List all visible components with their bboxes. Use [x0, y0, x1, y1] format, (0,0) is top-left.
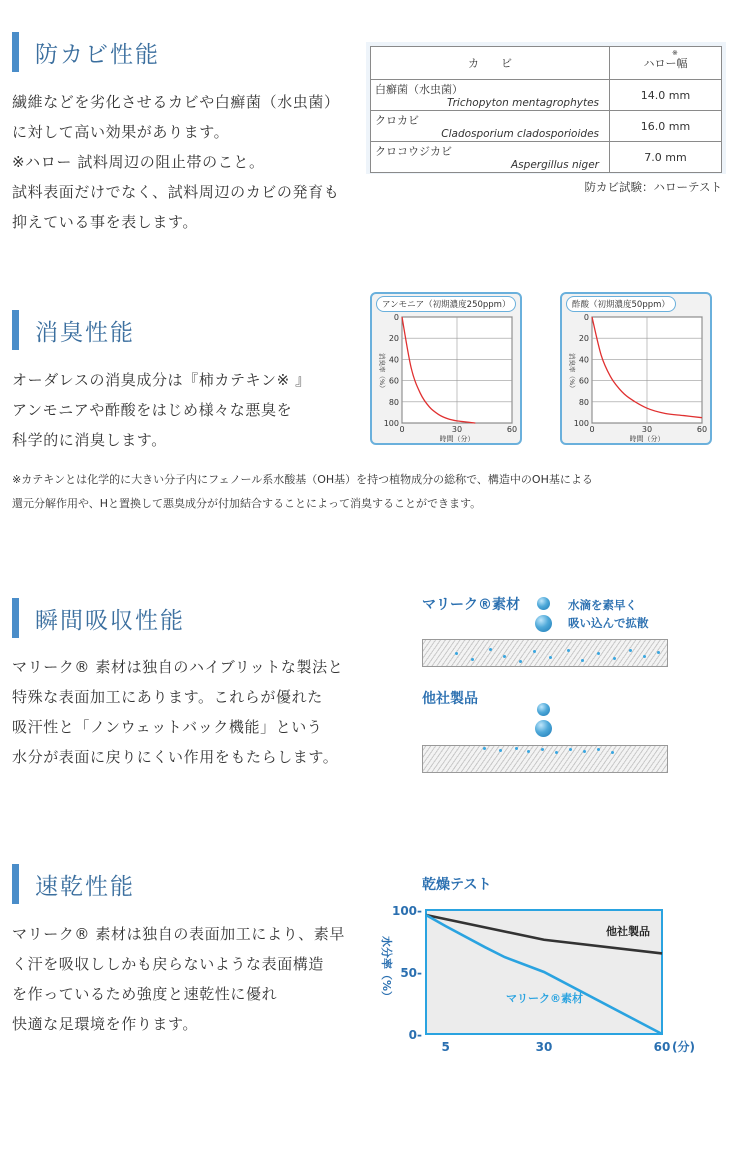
halo-test-table	[370, 46, 722, 173]
acetic-acid-chart-svg	[562, 294, 710, 443]
absorbed-droplet	[471, 658, 474, 661]
mariiku-fabric-surface	[422, 639, 668, 667]
y-axis-label: 消臭率（%）	[568, 353, 576, 392]
x-tick-label: 30	[451, 425, 463, 434]
title-accent-bar	[12, 310, 19, 350]
y-tick-label: 60	[388, 376, 399, 386]
water-drop	[537, 597, 550, 610]
y-tick-label: 0	[393, 313, 399, 322]
section-title-antifungal	[12, 32, 160, 72]
y-tick-label: 100	[383, 419, 399, 428]
fungus-name: クロコウジカビ	[375, 145, 452, 158]
text-line: マリーク® 素材は独自のハイブリットな製法と	[12, 658, 344, 676]
text-line: 快適な足環境を作ります。	[12, 1015, 199, 1033]
fungus-cell	[371, 80, 610, 111]
other-product-label: 他社製品	[422, 691, 478, 707]
absorbed-droplet	[657, 651, 660, 654]
absorbed-droplet	[643, 655, 646, 658]
y-tick-label: 80	[388, 397, 399, 407]
water-drop	[537, 703, 550, 716]
halo-footnote-mark: ※	[672, 49, 678, 57]
acetic-acid-chart	[560, 292, 712, 445]
y-tick-label: 50-	[400, 966, 422, 980]
text-line: く汗を吸収ししかも戻らないような表面構造	[12, 955, 325, 973]
surface-droplet	[527, 750, 530, 753]
antifungal-description	[12, 87, 340, 237]
ammonia-chart-svg	[372, 294, 520, 443]
mariiku-desc-2: 吸い込んで拡散	[568, 616, 649, 630]
absorbed-droplet	[503, 655, 506, 658]
chart-title: 乾燥テスト	[422, 877, 492, 893]
catechin-footnote	[12, 468, 593, 516]
mariiku-label: マリーク®素材	[422, 597, 520, 613]
other-fabric-surface	[422, 745, 668, 773]
series-label-other: 他社製品	[606, 924, 650, 938]
fungus-cell	[371, 142, 610, 173]
header-halo-label: ハロー幅	[643, 57, 688, 70]
title-accent-bar	[12, 32, 19, 72]
fungus-scientific-name: Aspergillus niger	[511, 159, 599, 171]
note-line: ※カテキンとは化学的に大きい分子内にフェノール系水酸基（OH基）を持つ植物成分の総称で、構造中のOH基による	[12, 473, 593, 486]
halo-value: 16.0 mm	[610, 111, 722, 142]
text-line: 吸汗性と「ノンウェットバック機能」という	[12, 718, 323, 736]
absorbed-droplet	[533, 650, 536, 653]
surface-droplet	[555, 751, 558, 754]
header-fungus: カ ビ	[371, 47, 610, 80]
section-title-text: 消臭性能	[35, 319, 135, 346]
text-line: 繊維などを劣化させるカビや白癬菌（水虫菌）	[12, 93, 340, 111]
y-tick-label: 40	[578, 355, 589, 365]
text-line: 科学的に消臭します。	[12, 431, 167, 449]
mariiku-desc-1: 水滴を素早く	[568, 598, 637, 612]
text-line: 特殊な表面加工にあります。これらが優れた	[12, 688, 323, 706]
surface-droplet	[597, 748, 600, 751]
y-tick-label: 20	[578, 334, 589, 344]
text-line: を作っているため強度と速乾性に優れ	[12, 985, 278, 1003]
surface-droplet	[569, 748, 572, 751]
x-tick-label: 60	[506, 425, 518, 434]
table-header-row	[371, 47, 722, 80]
table-row	[371, 80, 722, 111]
section-title-deodorant	[12, 310, 135, 350]
text-line: 抑えている事を表します。	[12, 213, 199, 231]
text-line: マリーク® 素材は独自の表面加工により、素早	[12, 925, 345, 943]
section-title-text: 速乾性能	[35, 873, 135, 900]
surface-droplet	[499, 749, 502, 752]
text-line: 水分が表面に戻りにくい作用をもたらします。	[12, 748, 339, 766]
x-tick-label: 0	[589, 425, 595, 434]
y-axis-label: 消臭率（%）	[378, 353, 386, 392]
y-tick-label: 40	[388, 355, 399, 365]
surface-droplet	[515, 747, 518, 750]
fungus-cell	[371, 111, 610, 142]
water-drop	[535, 720, 552, 737]
note-line: 還元分解作用や、Hと置換して悪臭成分が付加結合することによって消臭することができます。	[12, 497, 482, 510]
absorbed-droplet	[549, 656, 552, 659]
absorbed-droplet	[613, 657, 616, 660]
x-tick-label: 30	[641, 425, 653, 434]
y-tick-label: 80	[578, 397, 589, 407]
fungus-scientific-name: Cladosporium cladosporioides	[441, 128, 599, 140]
text-line: オーダレスの消臭成分は『柿カテキン※ 』	[12, 371, 311, 389]
title-accent-bar	[12, 598, 19, 638]
surface-droplet	[541, 748, 544, 751]
x-axis-label: 時間（分）	[629, 435, 665, 443]
x-tick-label: 0	[399, 425, 405, 434]
absorbed-droplet	[629, 649, 632, 652]
drying-test-chart	[370, 870, 700, 1060]
text-line: ※ハロー 試料周辺の阻止帯のこと。	[12, 153, 265, 171]
table-row	[371, 111, 722, 142]
header-halo	[610, 47, 722, 80]
absorbed-droplet	[581, 659, 584, 662]
title-accent-bar	[12, 864, 19, 904]
x-tick-label: 30	[535, 1040, 553, 1054]
fungus-scientific-name: Trichopyton mentagrophytes	[447, 97, 599, 109]
y-axis-label: 水分率（%）	[380, 936, 393, 1003]
fungus-name: クロカビ	[375, 114, 419, 127]
deodorant-description	[12, 365, 311, 455]
x-tick-label: 5	[441, 1040, 450, 1054]
section-title-text: 瞬間吸収性能	[35, 607, 185, 634]
x-axis-label: 時間（分）	[439, 435, 475, 443]
surface-droplet	[583, 750, 586, 753]
halo-test-caption: 防カビ試験：ハローテスト	[584, 180, 722, 194]
y-tick-label: 0-	[408, 1028, 422, 1042]
section-title-quick-dry	[12, 864, 135, 904]
absorbed-droplet	[489, 648, 492, 651]
fungus-name: 白癬菌（水虫菌）	[375, 83, 463, 96]
halo-value: 7.0 mm	[610, 142, 722, 173]
ammonia-chart	[370, 292, 522, 445]
x-unit-label: (分)	[672, 1040, 695, 1054]
surface-droplet	[483, 747, 486, 750]
chart-title: 酢酸（初期濃度50ppm）	[566, 296, 676, 312]
series-label-mariiku: マリーク®素材	[506, 991, 583, 1005]
text-line: アンモニアや酢酸をはじめ様々な悪臭を	[12, 401, 293, 419]
text-line: 試料表面だけでなく、試料周辺のカビの発育も	[12, 183, 340, 201]
absorption-description	[12, 652, 343, 772]
halo-test-table-wrap	[366, 42, 726, 174]
quick-dry-description	[12, 919, 345, 1039]
surface-droplet	[611, 751, 614, 754]
drying-test-chart-svg	[370, 870, 700, 1060]
absorbed-droplet	[597, 652, 600, 655]
section-title-text: 防カビ性能	[35, 41, 160, 68]
absorbed-droplet	[567, 649, 570, 652]
x-tick-label: 60	[653, 1040, 671, 1054]
y-tick-label: 60	[578, 376, 589, 386]
y-tick-label: 20	[388, 334, 399, 344]
absorbed-droplet	[519, 660, 522, 663]
text-line: に対して高い効果があります。	[12, 123, 230, 141]
y-tick-label: 100	[573, 419, 589, 428]
table-row	[371, 142, 722, 173]
absorbed-droplet	[455, 652, 458, 655]
water-drop	[535, 615, 552, 632]
x-tick-label: 60	[696, 425, 708, 434]
y-tick-label: 0	[583, 313, 589, 322]
chart-title: アンモニア（初期濃度250ppm）	[376, 296, 516, 312]
y-tick-label: 100-	[391, 904, 422, 918]
halo-value: 14.0 mm	[610, 80, 722, 111]
section-title-absorption	[12, 598, 185, 638]
